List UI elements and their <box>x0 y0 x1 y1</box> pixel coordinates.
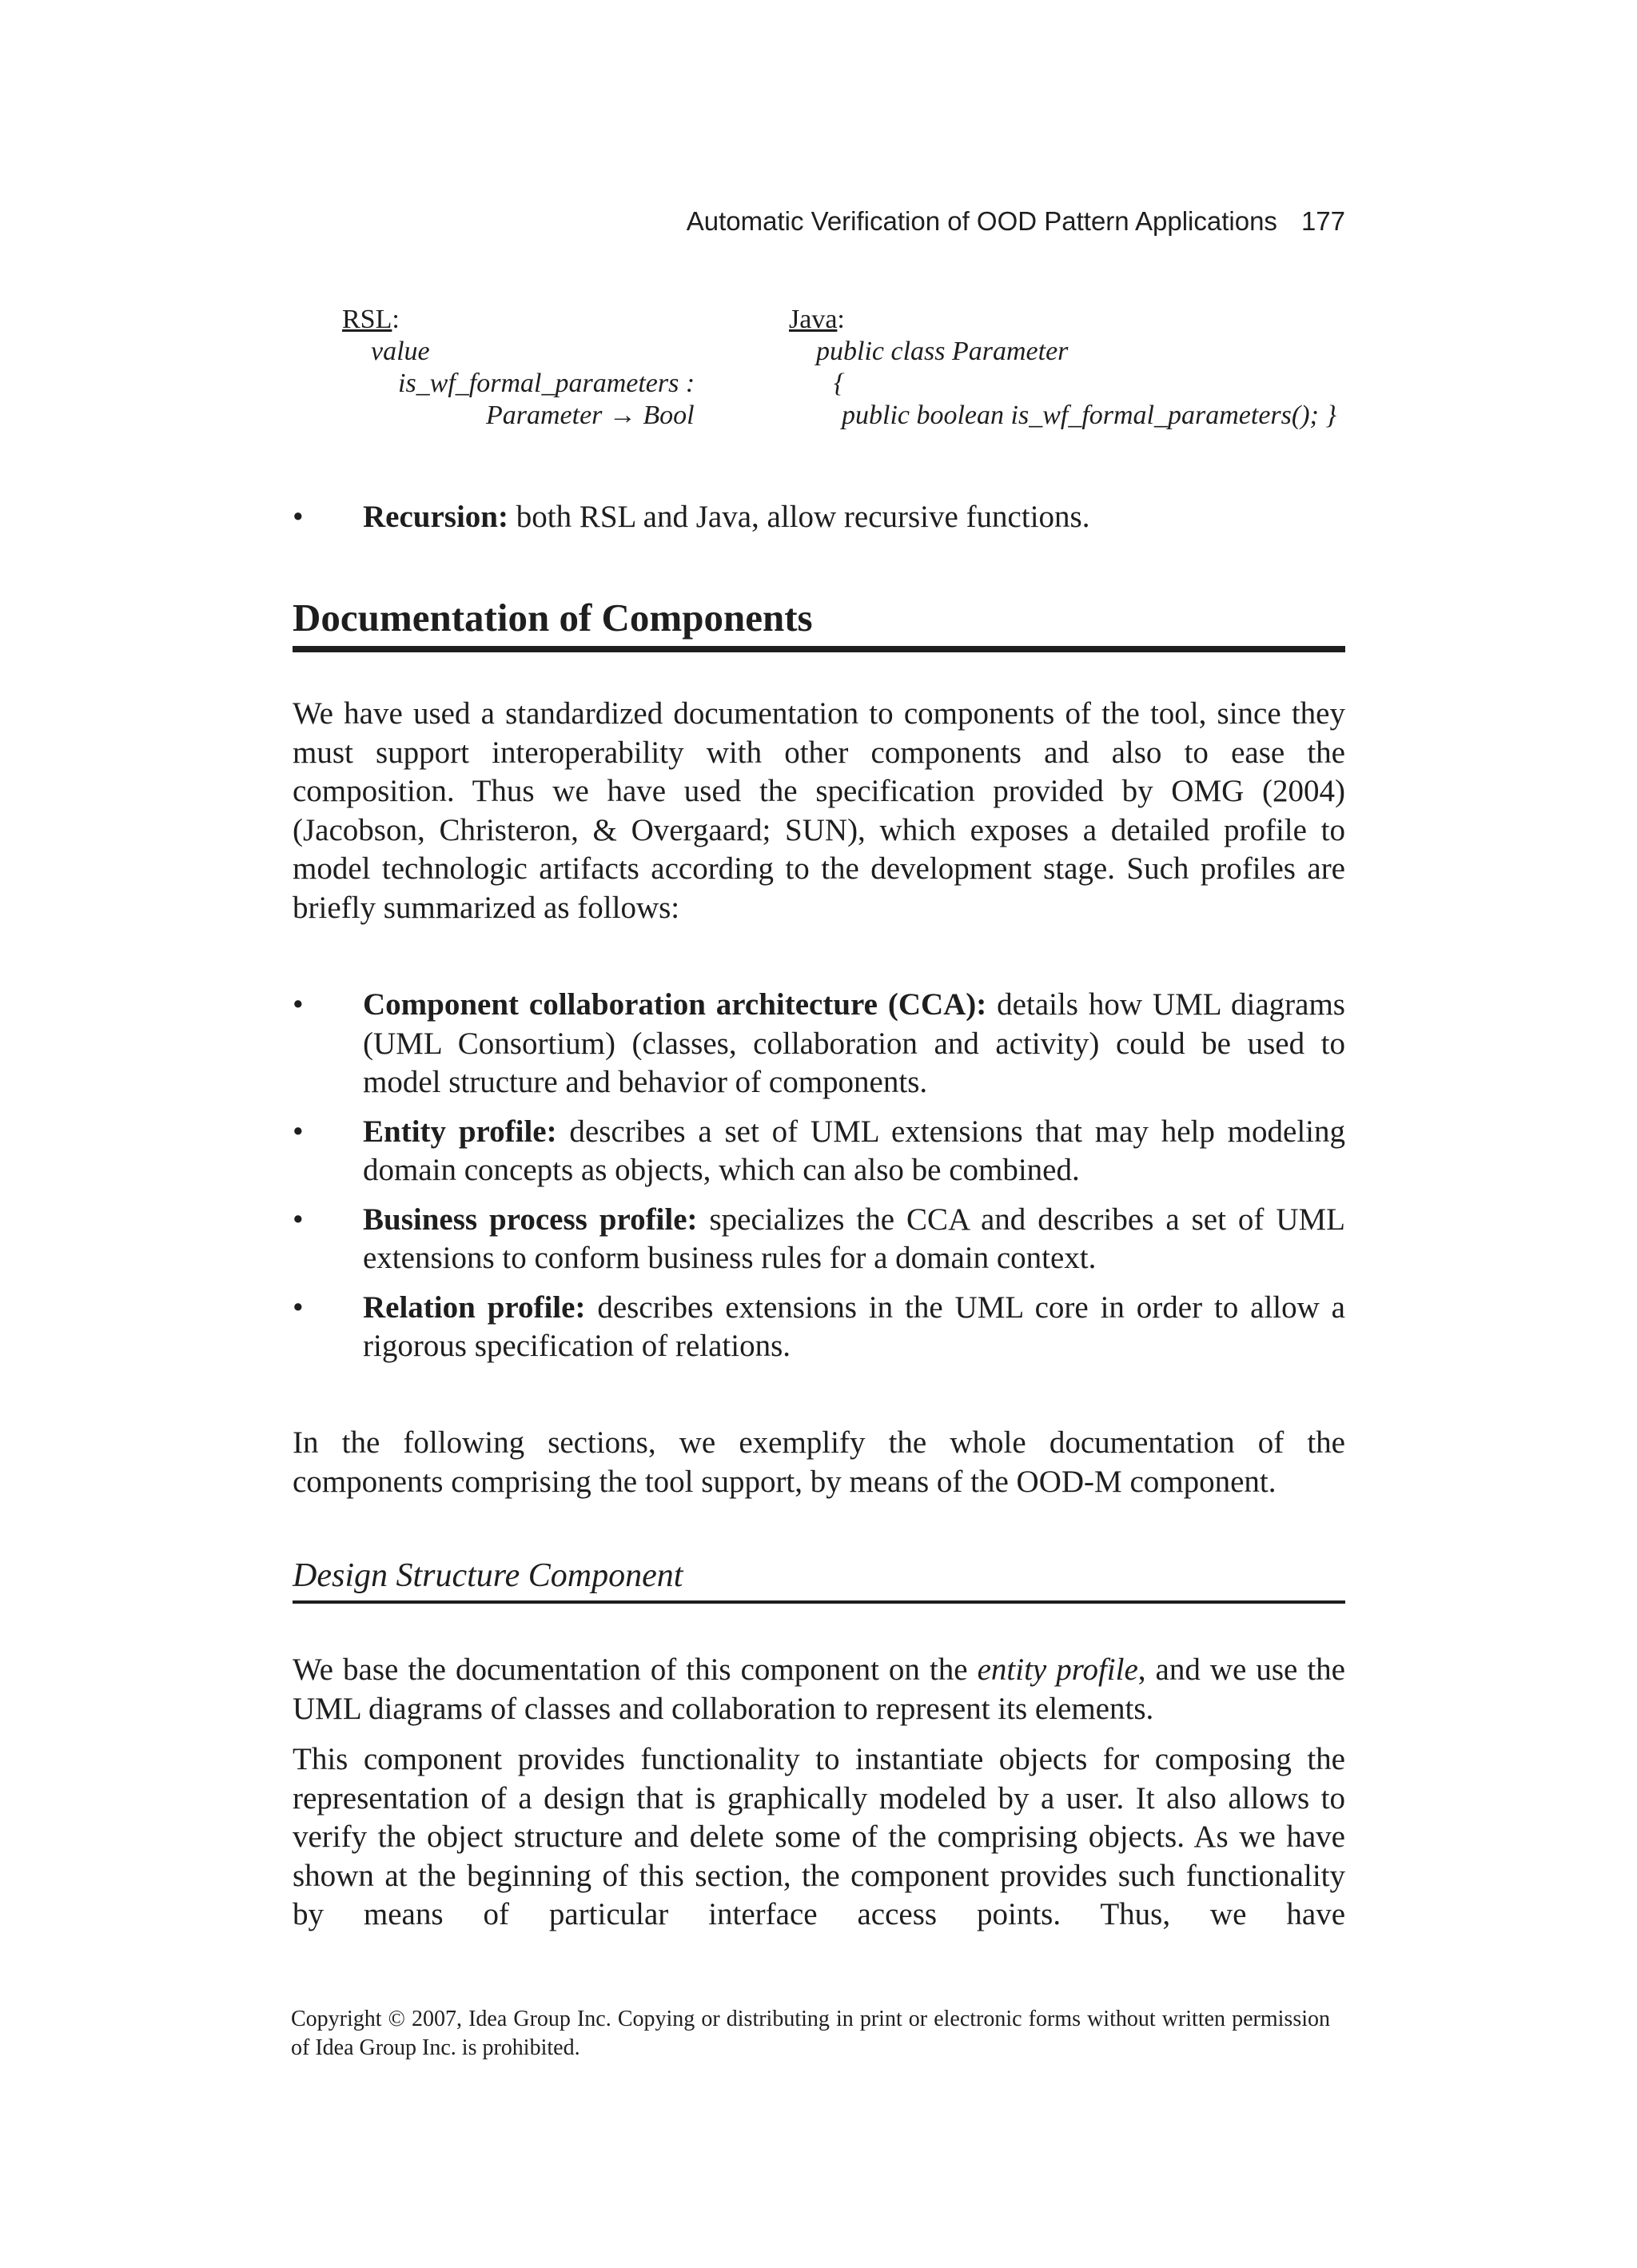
bullet-dot: • <box>293 1202 304 1237</box>
following-paragraph-text: In the following sections, we exemplify the whole documentation of the components comprising the tool support, by means of the OOD-M component. <box>293 1425 1345 1499</box>
rsl-line-2: is_wf_formal_parameters : <box>398 369 695 398</box>
design-para1-italic: entity profile <box>977 1652 1138 1687</box>
list-item <box>293 1201 1345 1278</box>
running-header <box>687 206 1345 237</box>
java-colon: : <box>837 305 845 334</box>
java-code-block <box>789 304 1336 432</box>
following-paragraph <box>293 1424 1345 1501</box>
list-item <box>293 986 1345 1102</box>
page-number: 177 <box>1300 206 1345 236</box>
java-line-2: { <box>834 369 845 398</box>
java-line-3: public boolean is_wf_formal_parameters(); } <box>842 401 1336 430</box>
bullet-text: describes extensions in the UML core in order to allow a rigorous specification of relations. <box>363 1289 1345 1363</box>
copyright-footer: Copyright © 2007, Idea Group Inc. Copying or distributing in print or electronic forms without written permission of Idea Group Inc. is prohibited. <box>291 2007 1330 2060</box>
bullet-text: both RSL and Java, allow recursive functions. <box>508 500 1090 534</box>
design-para1-before: We base the documentation of this component on the <box>293 1652 978 1687</box>
profiles-list <box>293 986 1345 1366</box>
intro-paragraph <box>293 695 1345 927</box>
intro-paragraph-text: We have used a standardized documentation to components of the tool, since they must support interoperability with other components and also to ease the composition. Thus we have used the specification provided by OMG (2004) (Jacobson, Christeron, & Overgaard; SUN), which exposes a detailed profile to model technologic artifacts according to the development stage. Such profiles are briefly summarized as follows: <box>293 696 1345 925</box>
bullet-text: specializes the CCA and describes a set of UML extensions to conform business rules for a domain context. <box>363 1202 1346 1275</box>
section-heading: Documentation of Components <box>293 595 1345 652</box>
java-label: Java <box>789 305 838 334</box>
rsl-label: RSL <box>342 305 392 334</box>
java-line-1: public class Parameter <box>816 337 1069 366</box>
bullet-dot: • <box>293 1114 304 1149</box>
recursion-bullet-list <box>293 498 1345 537</box>
design-paragraph-2 <box>293 1740 1345 1935</box>
bullet-dot: • <box>293 500 304 534</box>
subsection-heading: Design Structure Component <box>293 1556 1345 1604</box>
bullet-dot: • <box>293 987 304 1022</box>
design-paragraph-1 <box>293 1651 1345 1728</box>
bullet-term: Entity profile: <box>363 1114 557 1149</box>
bullet-term: Business process profile: <box>363 1202 698 1237</box>
bullet-dot: • <box>293 1289 304 1325</box>
list-item <box>293 1289 1345 1366</box>
list-item <box>293 498 1345 537</box>
rsl-colon: : <box>392 305 400 334</box>
rsl-line-1: value <box>371 337 430 366</box>
bullet-term: Relation profile: <box>363 1289 586 1325</box>
header-title: Automatic Verification of OOD Pattern Applications <box>686 206 1277 236</box>
bullet-term: Recursion: <box>363 500 508 534</box>
design-para1-after: , and we use the UML diagrams of classes and collaboration to represent its elements. <box>293 1652 1345 1726</box>
list-item <box>293 1113 1345 1190</box>
bullet-text: describes a set of UML extensions that may help modeling domain concepts as objects, which can also be combined. <box>363 1114 1345 1187</box>
rsl-code-block <box>342 304 695 432</box>
design-paragraph-1-text <box>293 1651 1345 1728</box>
bullet-text: details how UML diagrams (UML Consortium) (classes, collaboration and activity) could be used to model structure and behavior of components. <box>363 987 1345 1099</box>
design-paragraph-2-text: This component provides functionality to instantiate objects for composing the representation of a design that is graphically modeled by a user. It also allows to verify the object structure and delete some of the comprising objects. As we have shown at the beginning of this section, the component provides such functionality by means of particular interface access points. Thus, we have <box>293 1742 1345 1931</box>
bullet-term: Component collaboration architecture (CCA): <box>363 987 987 1022</box>
rsl-line-3: Parameter → Bool <box>486 401 695 430</box>
